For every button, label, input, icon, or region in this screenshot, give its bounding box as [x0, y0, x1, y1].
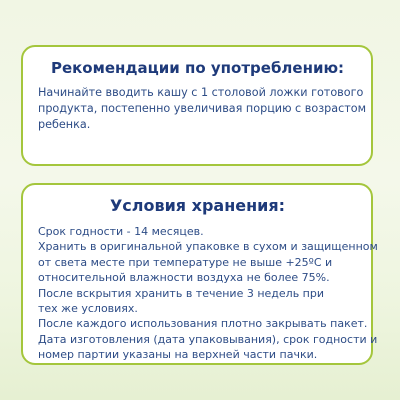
recommendations-card	[21, 45, 373, 166]
storage-line: После каждого использования плотно закрывать пакет.	[38, 317, 368, 331]
storage-text	[38, 224, 378, 363]
recommendations-title: Рекомендации по употреблению:	[50, 59, 345, 77]
storage-line: Срок годности - 14 месяцев.	[38, 225, 204, 238]
storage-line: от света месте при температуре не выше +25ºС и	[38, 255, 333, 269]
storage-title: Условия хранения:	[109, 196, 286, 215]
recommendations-line: продукта, постепенно увеличивая порцию с возрастом	[38, 102, 367, 115]
recommendations-line: ребенка.	[38, 118, 91, 131]
storage-line: Хранить в оригинальной упаковке в сухом и защищенном	[38, 240, 378, 254]
storage-card	[21, 183, 378, 365]
storage-line: тех же условиях.	[38, 302, 138, 316]
storage-line: После вскрытия хранить в течение 3 недель при	[38, 286, 325, 300]
recommendations-text	[38, 85, 367, 133]
storage-line: Дата изготовления (дата упаковывания), срок годности и	[38, 332, 378, 346]
storage-line: номер партии указаны на верхней части пачки.	[38, 348, 318, 362]
storage-line: относительной влажности воздуха не более 75%.	[38, 271, 330, 285]
recommendations-line: Начинайте вводить кашу с 1 столовой ложки готового	[38, 86, 364, 99]
